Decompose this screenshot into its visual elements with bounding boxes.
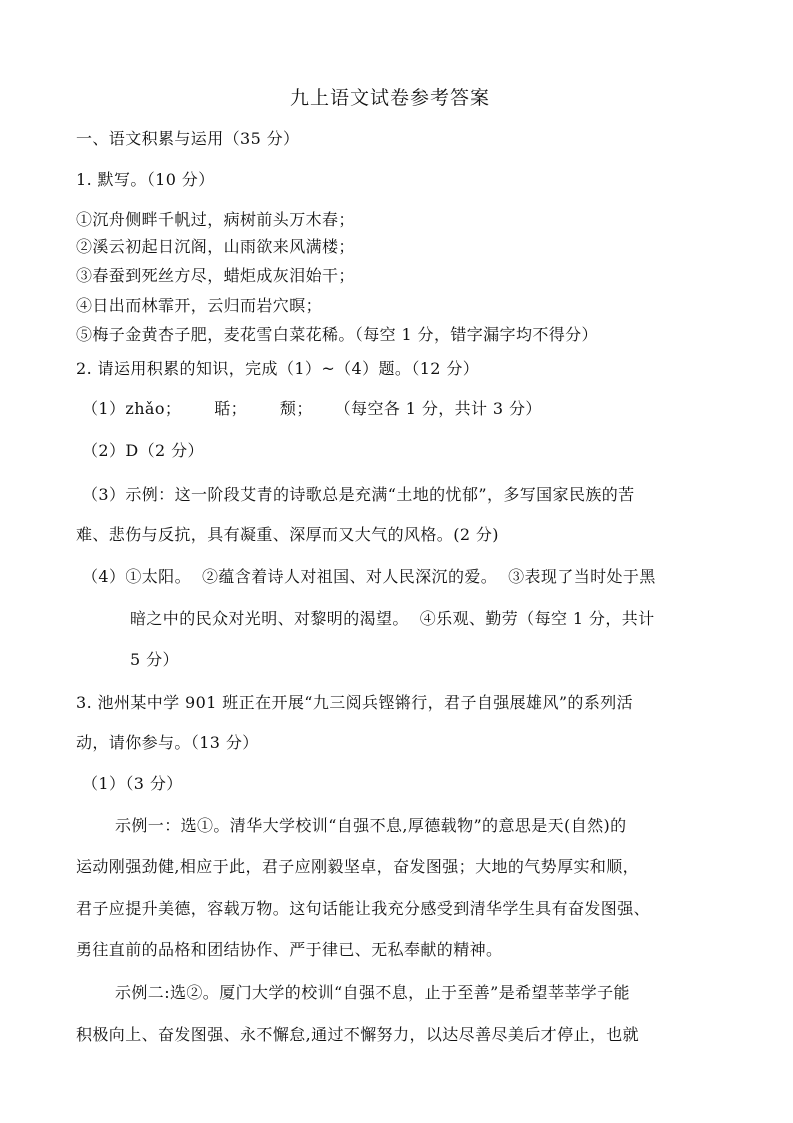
sub-question: （1）（3 分） bbox=[82, 774, 183, 793]
answer-line: ③春蚕到死丝方尽，蜡炬成灰泪始干； bbox=[76, 266, 355, 285]
question-1-heading: 1. 默写。（10 分） bbox=[76, 170, 215, 189]
answer-line: ①沉舟侧畔千帆过，病树前头万木春； bbox=[76, 210, 355, 229]
answer-line: （4）①太阳。 ②蕴含着诗人对祖国、对人民深沉的爱。 ③表现了当时处于黑 bbox=[82, 567, 656, 586]
question-2-heading: 2. 请运用积累的知识，完成（1）~（4）题。（12 分） bbox=[76, 359, 480, 378]
answer-line: 示例一：选①。清华大学校训“自强不息,厚德载物”的意思是天(自然)的 bbox=[115, 816, 627, 835]
answer-line: ④日出而林霏开，云归而岩穴暝； bbox=[76, 296, 323, 315]
answer-line: （2）D（2 分） bbox=[82, 441, 204, 460]
answer-line: 积极向上、奋发图强、永不懈怠,通过不懈努力，以达尽善尽美后才停止，也就 bbox=[76, 1025, 640, 1044]
answer-line: 示例二:选②。厦门大学的校训“自强不息，止于至善”是希望莘莘学子能 bbox=[115, 983, 630, 1002]
page-title: 九上语文试卷参考答案 bbox=[290, 87, 491, 109]
answer-line: 君子应提升美德，容载万物。这句话能让我充分感受到清华学生具有奋发图强、 bbox=[76, 899, 651, 918]
answer-line: （1）zhǎo； 聒； 颓； （每空各 1 分，共计 3 分） bbox=[82, 399, 542, 418]
answer-line: ②溪云初起日沉阁，山雨欲来风满楼； bbox=[76, 237, 355, 256]
answer-line: （3）示例：这一阶段艾青的诗歌总是充满“土地的忧郁”，多写国家民族的苦 bbox=[82, 485, 635, 504]
answer-line: 勇往直前的品格和团结协作、严于律已、无私奉献的精神。 bbox=[76, 940, 503, 959]
answer-line: 5 分） bbox=[130, 650, 179, 669]
answer-line: 暗之中的民众对光明、对黎明的渴望。 ④乐观、勤劳（每空 1 分，共计 bbox=[130, 609, 655, 628]
answer-line: ⑤梅子金黄杏子肥，麦花雪白菜花稀。（每空 1 分，错字漏字均不得分） bbox=[76, 325, 598, 344]
answer-line: 运动刚强劲健,相应于此，君子应刚毅坚卓，奋发图强；大地的气势厚实和顺， bbox=[76, 857, 640, 876]
question-3-heading: 动，请你参与。（13 分） bbox=[76, 733, 259, 752]
answer-line: 难、悲伤与反抗，具有凝重、深厚而又大气的风格。(2 分) bbox=[76, 525, 499, 544]
section-heading: 一、语文积累与运用（35 分） bbox=[76, 129, 300, 148]
question-3-heading: 3. 池州某中学 901 班正在开展“九三阅兵铿锵行，君子自强展雄风”的系列活 bbox=[76, 693, 634, 712]
